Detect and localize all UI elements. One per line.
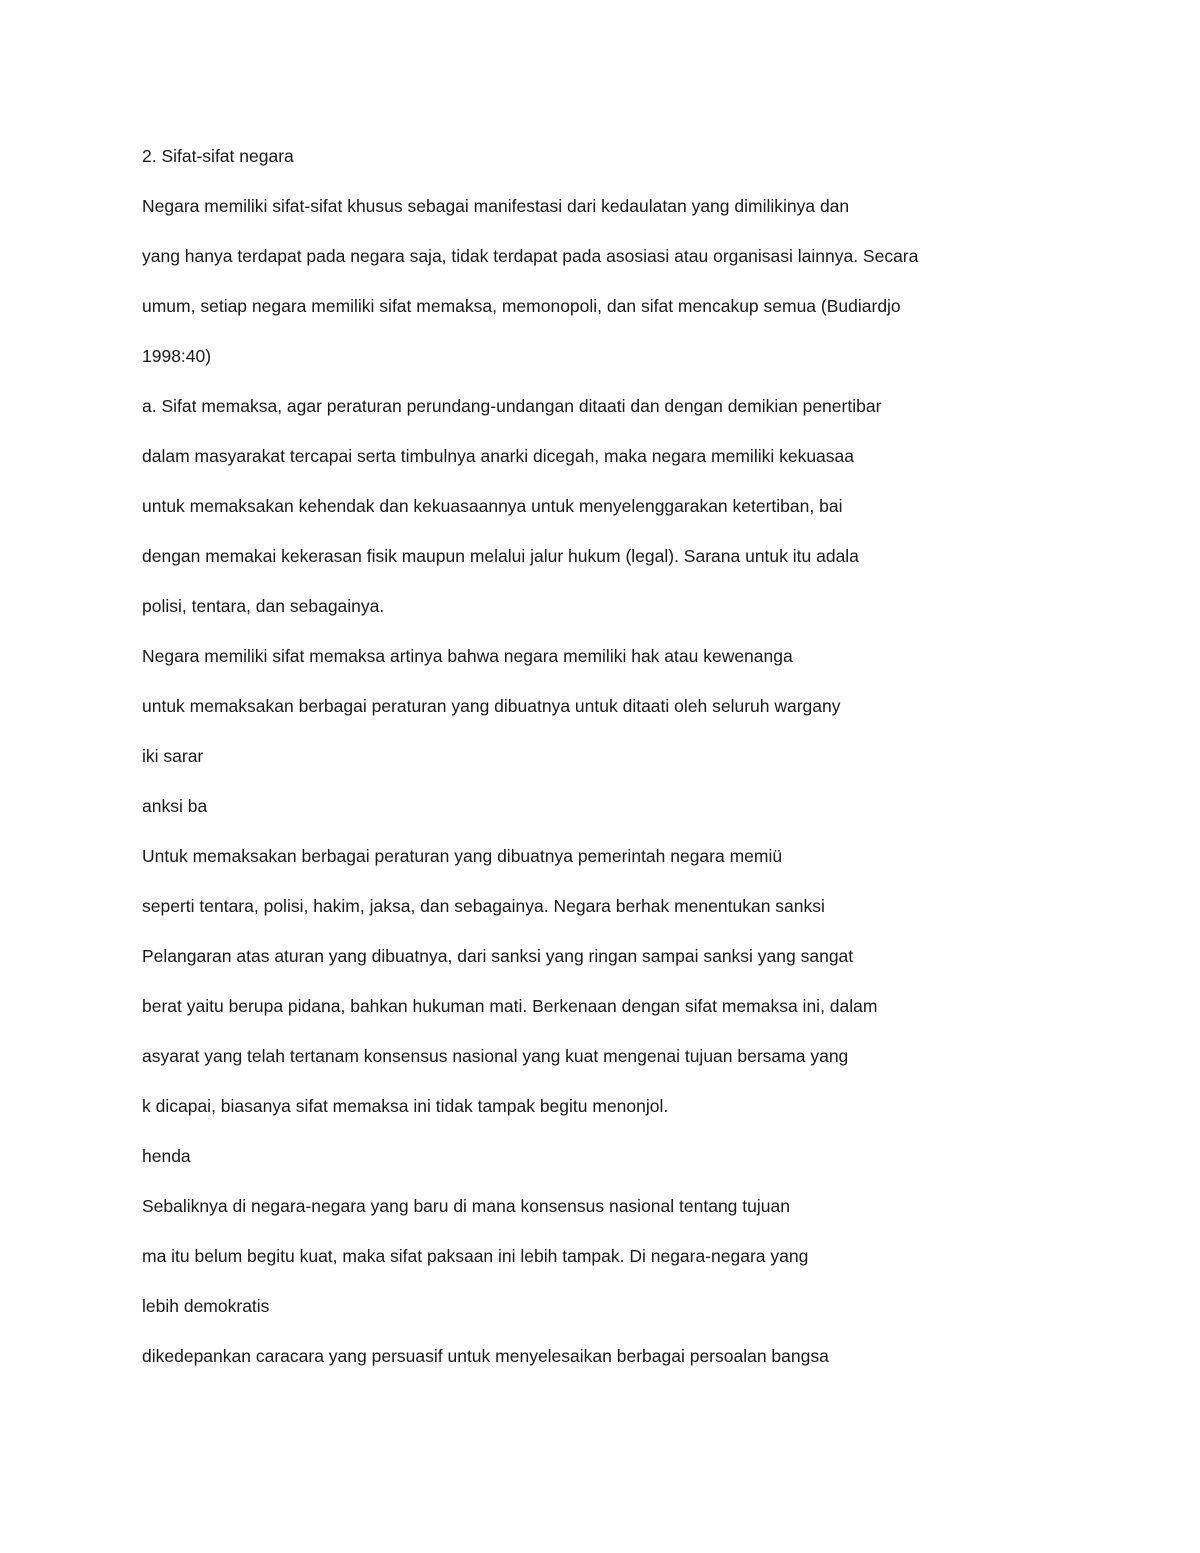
text-line: 1998:40) bbox=[142, 346, 212, 366]
text-line: asyarat yang telah tertanam konsensus nasional yang kuat mengenai tujuan bersama yang bbox=[142, 1046, 849, 1066]
text-line: umum, setiap negara memiliki sifat memaksa, memonopoli, dan sifat mencakup semua (Budiardjo bbox=[142, 296, 901, 316]
text-line: dengan memakai kekerasan fisik maupun melalui jalur hukum (legal). Sarana untuk itu adala bbox=[142, 546, 859, 566]
text-line: iki sarar bbox=[142, 746, 204, 766]
text-line: yang hanya terdapat pada negara saja, tidak terdapat pada asosiasi atau organisasi lainnya. Secara bbox=[142, 246, 919, 266]
text-line: anksi ba bbox=[142, 796, 208, 816]
text-line: Negara memiliki sifat memaksa artinya bahwa negara memiliki hak atau kewenanga bbox=[142, 646, 793, 666]
text-line: a. Sifat memaksa, agar peraturan perundang-undangan ditaati dan dengan demikian penertibar bbox=[142, 396, 882, 416]
text-line: dalam masyarakat tercapai serta timbulnya anarki dicegah, maka negara memiliki kekuasaa bbox=[142, 446, 855, 466]
text-line: Pelangaran atas aturan yang dibuatnya, dari sanksi yang ringan sampai sanksi yang sangat bbox=[142, 946, 854, 966]
text-line: untuk memaksakan kehendak dan kekuasaannya untuk menyelenggarakan ketertiban, bai bbox=[142, 496, 843, 516]
text-line: lebih demokratis bbox=[142, 1296, 270, 1316]
text-line: k dicapai, biasanya sifat memaksa ini tidak tampak begitu menonjol. bbox=[142, 1096, 669, 1116]
section-heading: 2. Sifat-sifat negara bbox=[142, 146, 294, 166]
text-line: ma itu belum begitu kuat, maka sifat paksaan ini lebih tampak. Di negara-negara yang bbox=[142, 1246, 809, 1266]
text-line: Sebaliknya di negara-negara yang baru di mana konsensus nasional tentang tujuan bbox=[142, 1196, 790, 1216]
text-line: dikedepankan caracara yang persuasif untuk menyelesaikan berbagai persoalan bangsa bbox=[142, 1346, 829, 1366]
text-line: Untuk memaksakan berbagai peraturan yang dibuatnya pemerintah negara memiü bbox=[142, 846, 783, 866]
document-body bbox=[142, 142, 1042, 1392]
text-line: berat yaitu berupa pidana, bahkan hukuman mati. Berkenaan dengan sifat memaksa ini, dalam bbox=[142, 996, 878, 1016]
text-line: henda bbox=[142, 1146, 191, 1166]
text-line: seperti tentara, polisi, hakim, jaksa, dan sebagainya. Negara berhak menentukan sanksi bbox=[142, 896, 825, 916]
text-line: polisi, tentara, dan sebagainya. bbox=[142, 596, 385, 616]
text-line: untuk memaksakan berbagai peraturan yang dibuatnya untuk ditaati oleh seluruh wargany bbox=[142, 696, 841, 716]
text-line: Negara memiliki sifat-sifat khusus sebagai manifestasi dari kedaulatan yang dimilikinya dan bbox=[142, 196, 850, 216]
